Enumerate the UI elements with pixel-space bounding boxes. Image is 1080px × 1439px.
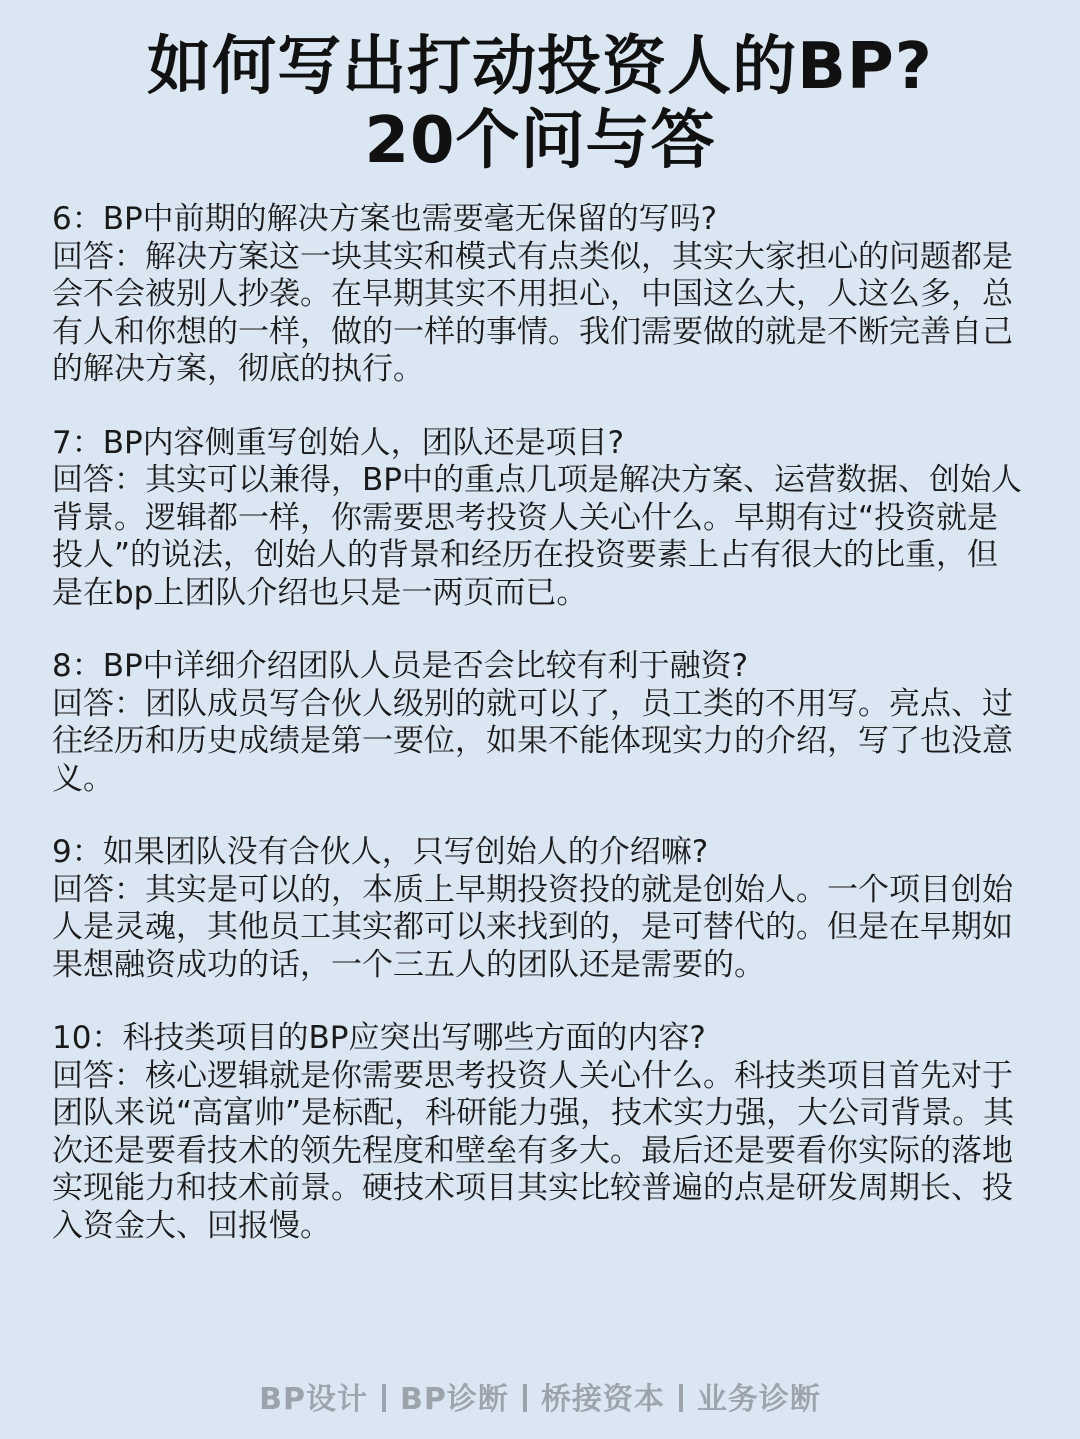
page-title bbox=[0, 30, 1080, 178]
footer-separator bbox=[523, 1384, 527, 1412]
question-8: 8：BP中详细介绍团队人员是否会比较有利于融资? bbox=[52, 648, 749, 684]
footer-item-bridge-capital: 桥接资本 bbox=[540, 1382, 665, 1417]
qa-item-9 bbox=[52, 834, 1028, 984]
title-line-1: 如何写出打动投资人的BP? bbox=[147, 30, 933, 104]
answer-7: 回答：其实可以兼得，BP中的重点几项是解决方案、运营数据、创始人背景。逻辑都一样，你需要思考投资人关心什么。早期有过“投资就是投人”的说法，创始人的背景和经历在投资要素上占有很大的比重，但是在bp上团队介绍也只是一两页而已。 bbox=[52, 462, 1022, 611]
footer-watermark bbox=[0, 1380, 1080, 1420]
answer-9: 回答：其实是可以的，本质上早期投资投的就是创始人。一个项目创始人是灵魂，其他员工其实都可以来找到的，是可替代的。但是在早期如果想融资成功的话，一个三五人的团队还是需要的。 bbox=[52, 871, 1013, 983]
question-9: 9：如果团队没有合伙人，只写创始人的介绍嘛? bbox=[52, 834, 709, 870]
footer-item-bp-diagnosis: BP诊断 bbox=[400, 1382, 509, 1417]
footer-separator bbox=[679, 1384, 683, 1412]
answer-10: 回答：核心逻辑就是你需要思考投资人关心什么。科技类项目首先对于团队来说“高富帅”是标配，科研能力强，技术实力强，大公司背景。其次还是要看技术的领先程度和壁垒有多大。最后还是要看你实际的落地实现能力和技术前景。硬技术项目其实比较普遍的点是研发周期长、投入资金大、回报慢。 bbox=[52, 1057, 1015, 1244]
question-7: 7：BP内容侧重写创始人，团队还是项目? bbox=[52, 424, 625, 461]
answer-6: 回答：解决方案这一块其实和模式有点类似，其实大家担心的问题都是会不会被别人抄袭。在早期其实不用担心，中国这么大，人这么多，总有人和你想的一样，做的一样的事情。我们需要做的就是不断完善自己的解决方案，彻底的执行。 bbox=[52, 238, 1013, 387]
qa-item-6 bbox=[52, 201, 1028, 389]
footer-item-business-diagnosis: 业务诊断 bbox=[696, 1382, 821, 1417]
question-6: 6：BP中前期的解决方案也需要毫无保留的写吗? bbox=[52, 201, 718, 237]
footer-item-bp-design: BP设计 bbox=[259, 1382, 368, 1417]
title-line-2: 20个问与答 bbox=[364, 104, 716, 178]
qa-item-10 bbox=[52, 1020, 1028, 1245]
qa-item-8 bbox=[52, 648, 1028, 798]
qa-item-7 bbox=[52, 425, 1028, 613]
qa-list bbox=[52, 201, 1028, 1281]
question-10: 10：科技类项目的BP应突出写哪些方面的内容? bbox=[52, 1020, 706, 1056]
footer-separator bbox=[382, 1384, 386, 1412]
answer-8: 回答：团队成员写合伙人级别的就可以了，员工类的不用写。亮点、过往经历和历史成绩是第一要位，如果不能体现实力的介绍，写了也没意义。 bbox=[52, 685, 1013, 797]
